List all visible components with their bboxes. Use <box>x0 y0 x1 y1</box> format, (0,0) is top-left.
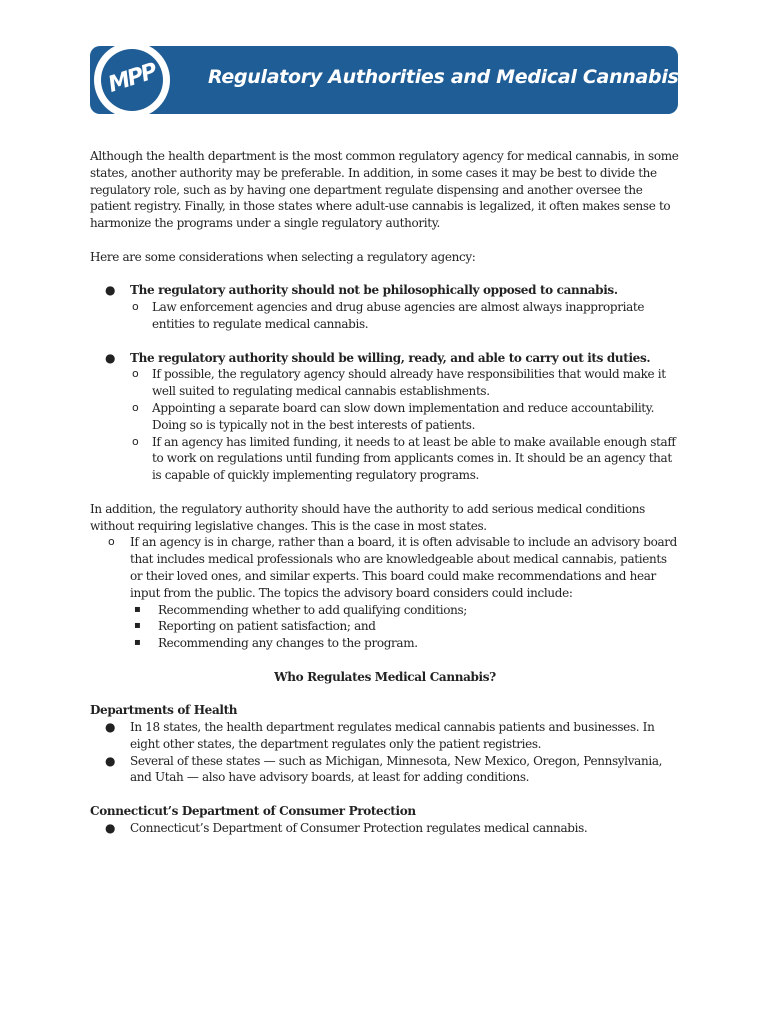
list-item: ● Connecticut’s Department of Consumer Protection regulates medical cannabis. <box>105 820 588 835</box>
topic-item: ▪ Reporting on patient satisfaction; and <box>134 619 376 634</box>
consideration-subitem: o Law enforcement agencies and drug abuse agencies are almost always inappropriate entities to regulate medical cannabis. <box>132 300 645 331</box>
bullet-icon: ● <box>105 720 116 735</box>
document-body <box>90 148 680 837</box>
circle-bullet-icon: o <box>132 434 139 448</box>
section-heading: Connecticut’s Department of Consumer Protection <box>90 804 416 819</box>
square-bullet-icon: ▪ <box>134 620 141 632</box>
considerations-lead: Here are some considerations when selecting a regulatory agency: <box>90 249 476 264</box>
section-heading: Departments of Health <box>90 703 238 718</box>
bullet-icon: ● <box>105 820 116 835</box>
consideration-subitem: o Appointing a separate board can slow down implementation and reduce accountability. Doing so is typically not in the best interests of patients. <box>132 400 655 432</box>
consideration-subitem: o If an agency has limited funding, it needs to at least be able to make available enough staff to work on regulations until funding from applicants comes in. It should be an agency that is capable of quickly implementing regulatory programs. <box>132 434 676 483</box>
consideration-subitem: o If possible, the regulatory agency should already have responsibilities that would make it well suited to regulating medical cannabis establishments. <box>132 367 666 399</box>
intro-paragraph: Although the health department is the most common regulatory agency for medical cannabis, in some states, another authority may be preferable. In addition, in some cases it may be best to divide the regulatory role, such as by having one department regulate dispensing and another oversee the patient registry. Finally, in those states where adult-use cannabis is legalized, it often makes sense to harmonize the programs under a single regulatory authority. <box>90 149 679 231</box>
section-title: Who Regulates Medical Cannabis? <box>274 669 496 684</box>
bullet-icon: ● <box>105 753 116 768</box>
circle-bullet-icon: o <box>132 400 139 414</box>
document-title: Regulatory Authorities and Medical Cannabis <box>208 66 679 88</box>
header-banner <box>90 46 678 114</box>
circle-bullet-icon: o <box>108 535 115 549</box>
addition-list <box>90 534 680 652</box>
list-item: ● In 18 states, the health department regulates medical cannabis patients and businesses. In eight other states, the department regulates only the patient registries. <box>105 720 655 751</box>
consideration-heading: ● The regulatory authority should not be philosophically opposed to cannabis. <box>105 283 618 298</box>
square-bullet-icon: ▪ <box>134 637 141 649</box>
square-bullet-icon: ▪ <box>134 603 141 615</box>
consideration-heading: ● The regulatory authority should be willing, ready, and able to carry out its duties. <box>105 350 651 365</box>
considerations-list <box>90 350 680 484</box>
mpp-logo <box>94 42 170 118</box>
topic-item: ▪ Recommending whether to add qualifying conditions; <box>134 602 467 617</box>
logo-text: MPP <box>105 59 159 98</box>
bullet-icon: ● <box>105 283 116 298</box>
considerations-list <box>90 282 680 332</box>
addition-subitem: o If an agency is in charge, rather than a board, it is often advisable to include an advisory board that includes medical professionals who are knowledgeable about medical cannabis, patients or their loved ones, and similar experts. This board could make recommendations and hear input from the public. The topics the advisory board considers could include: <box>108 535 678 600</box>
circle-bullet-icon: o <box>132 367 139 381</box>
bullet-icon: ● <box>105 350 116 365</box>
section-list <box>90 719 680 786</box>
topic-item: ▪ Recommending any changes to the program. <box>134 636 418 651</box>
addition-paragraph: In addition, the regulatory authority should have the authority to add serious medical conditions without requiring legislative changes. This is the case in most states. <box>90 501 645 533</box>
section-list <box>90 820 680 837</box>
circle-bullet-icon: o <box>132 300 139 314</box>
list-item: ● Several of these states — such as Michigan, Minnesota, New Mexico, Oregon, Pennsylvania, and Utah — also have advisory boards, at least for adding conditions. <box>105 753 663 785</box>
